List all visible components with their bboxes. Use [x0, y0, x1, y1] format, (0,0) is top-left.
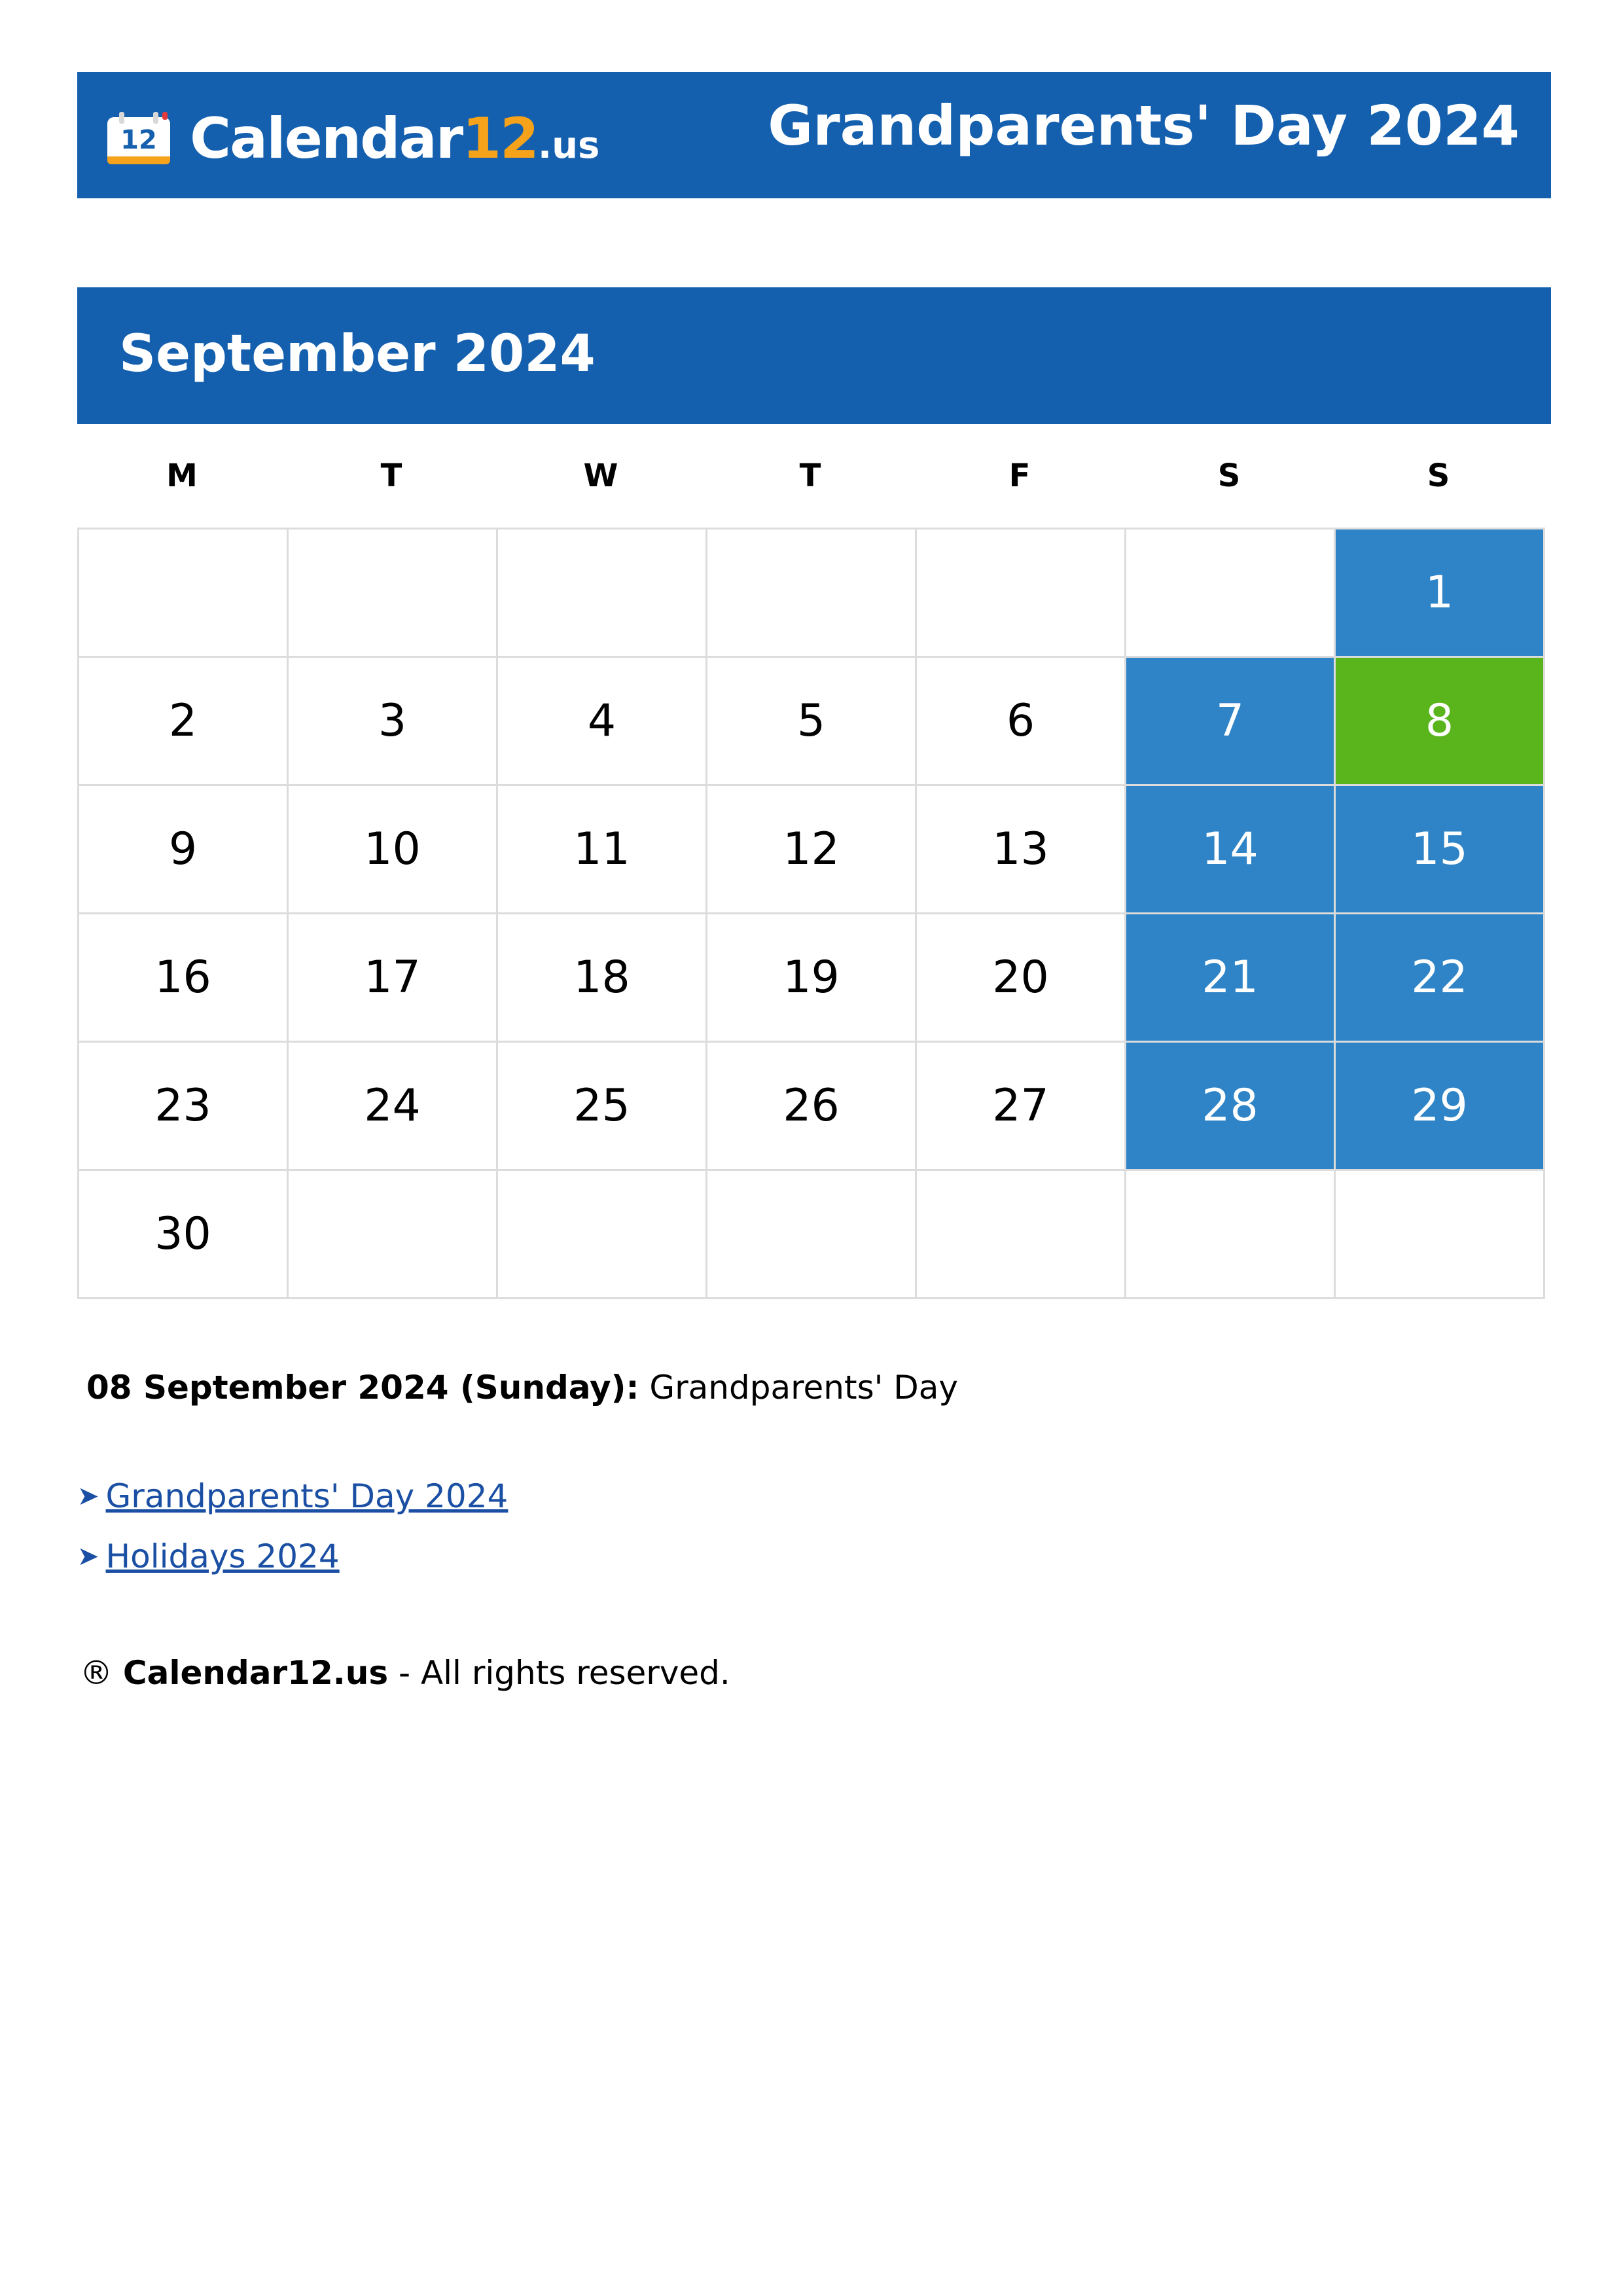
- weekday-header-row: [77, 452, 1543, 500]
- holidays-link[interactable]: Holidays 2024: [105, 1537, 340, 1575]
- weekday-tuesday: T: [380, 457, 402, 494]
- registered-symbol: ®: [80, 1654, 113, 1692]
- calendar-day-cell-weekend[interactable]: 28: [1126, 1042, 1335, 1170]
- calendar-day-cell[interactable]: 24: [288, 1042, 497, 1170]
- weekday-wednesday: W: [583, 457, 618, 494]
- calendar-icon: [105, 111, 173, 167]
- calendar-empty-cell: [707, 529, 916, 657]
- calendar-day-cell[interactable]: 11: [497, 785, 707, 914]
- calendar-week-row: [79, 529, 1544, 657]
- footer-site-name: Calendar12.us: [122, 1654, 389, 1692]
- calendar-empty-cell: [916, 1170, 1126, 1299]
- calendar-day-cell[interactable]: 9: [79, 785, 288, 914]
- calendar-day-cell[interactable]: 17: [288, 914, 497, 1042]
- calendar-day-cell[interactable]: 6: [916, 657, 1126, 785]
- month-title: September 2024: [119, 325, 596, 384]
- calendar-grid: [77, 528, 1545, 1299]
- calendar-empty-cell: [707, 1170, 916, 1299]
- calendar-week-row: [79, 1170, 1544, 1299]
- calendar-day-cell-weekend[interactable]: 1: [1335, 529, 1544, 657]
- calendar-day-cell[interactable]: 10: [288, 785, 497, 914]
- calendar-day-cell[interactable]: 2: [79, 657, 288, 785]
- calendar-day-cell[interactable]: 18: [497, 914, 707, 1042]
- month-header: [77, 287, 1551, 424]
- calendar-day-cell-weekend[interactable]: 7: [1126, 657, 1335, 785]
- calendar-day-cell[interactable]: 25: [497, 1042, 707, 1170]
- related-links: [77, 1466, 508, 1587]
- calendar-day-cell-weekend[interactable]: 22: [1335, 914, 1544, 1042]
- calendar-empty-cell: [288, 529, 497, 657]
- weekday-sunday: S: [1427, 457, 1450, 494]
- arrow-right-icon: ➤: [77, 1541, 99, 1571]
- calendar-day-cell[interactable]: 5: [707, 657, 916, 785]
- calendar-day-cell-weekend[interactable]: 15: [1335, 785, 1544, 914]
- calendar-day-cell[interactable]: 19: [707, 914, 916, 1042]
- calendar-day-cell[interactable]: 23: [79, 1042, 288, 1170]
- calendar-empty-cell: [79, 529, 288, 657]
- holiday-date: 08 September 2024 (Sunday):: [86, 1369, 639, 1407]
- site-logo[interactable]: [105, 106, 599, 171]
- page-title: Grandparents' Day 2024: [768, 94, 1520, 158]
- calendar-week-row: [79, 914, 1544, 1042]
- weekday-monday: M: [166, 457, 198, 494]
- calendar-empty-cell: [916, 529, 1126, 657]
- calendar-day-cell[interactable]: 20: [916, 914, 1126, 1042]
- calendar-day-cell[interactable]: 27: [916, 1042, 1126, 1170]
- calendar-icon-label: 12: [120, 125, 157, 155]
- calendar-day-cell-weekend[interactable]: 14: [1126, 785, 1335, 914]
- logo-word-number: 12: [462, 106, 538, 171]
- link-row: [77, 1526, 508, 1587]
- calendar-day-cell-weekend[interactable]: 21: [1126, 914, 1335, 1042]
- copyright-footer: [80, 1652, 730, 1695]
- calendar-empty-cell: [1126, 1170, 1335, 1299]
- calendar-empty-cell: [1126, 529, 1335, 657]
- calendar-empty-cell: [288, 1170, 497, 1299]
- calendar-day-cell[interactable]: 4: [497, 657, 707, 785]
- calendar-empty-cell: [497, 1170, 707, 1299]
- weekday-saturday: S: [1217, 457, 1241, 494]
- calendar-week-row: [79, 1042, 1544, 1170]
- link-row: [77, 1466, 508, 1526]
- holiday-name: Grandparents' Day: [639, 1369, 959, 1407]
- logo-wordmark: [190, 106, 600, 171]
- calendar-day-cell[interactable]: 13: [916, 785, 1126, 914]
- calendar-week-row: [79, 785, 1544, 914]
- calendar-week-row: [79, 657, 1544, 785]
- holiday-description: [86, 1367, 958, 1409]
- calendar-day-cell[interactable]: 26: [707, 1042, 916, 1170]
- calendar-day-cell[interactable]: 30: [79, 1170, 288, 1299]
- calendar-day-cell[interactable]: 16: [79, 914, 288, 1042]
- page-header: [77, 72, 1551, 198]
- weekday-friday: F: [1008, 457, 1031, 494]
- grandparents-day-link[interactable]: Grandparents' Day 2024: [105, 1477, 508, 1515]
- weekday-thursday: T: [799, 457, 821, 494]
- calendar-day-cell[interactable]: 12: [707, 785, 916, 914]
- calendar-day-cell[interactable]: 3: [288, 657, 497, 785]
- calendar-empty-cell: [497, 529, 707, 657]
- arrow-right-icon: ➤: [77, 1481, 99, 1511]
- calendar-day-cell-holiday[interactable]: 8: [1335, 657, 1544, 785]
- footer-rights-text: - All rights reserved.: [388, 1654, 730, 1692]
- logo-word-tld: .us: [537, 124, 600, 167]
- calendar-day-cell-weekend[interactable]: 29: [1335, 1042, 1544, 1170]
- calendar-empty-cell: [1335, 1170, 1544, 1299]
- logo-word-main: Calendar: [190, 106, 463, 171]
